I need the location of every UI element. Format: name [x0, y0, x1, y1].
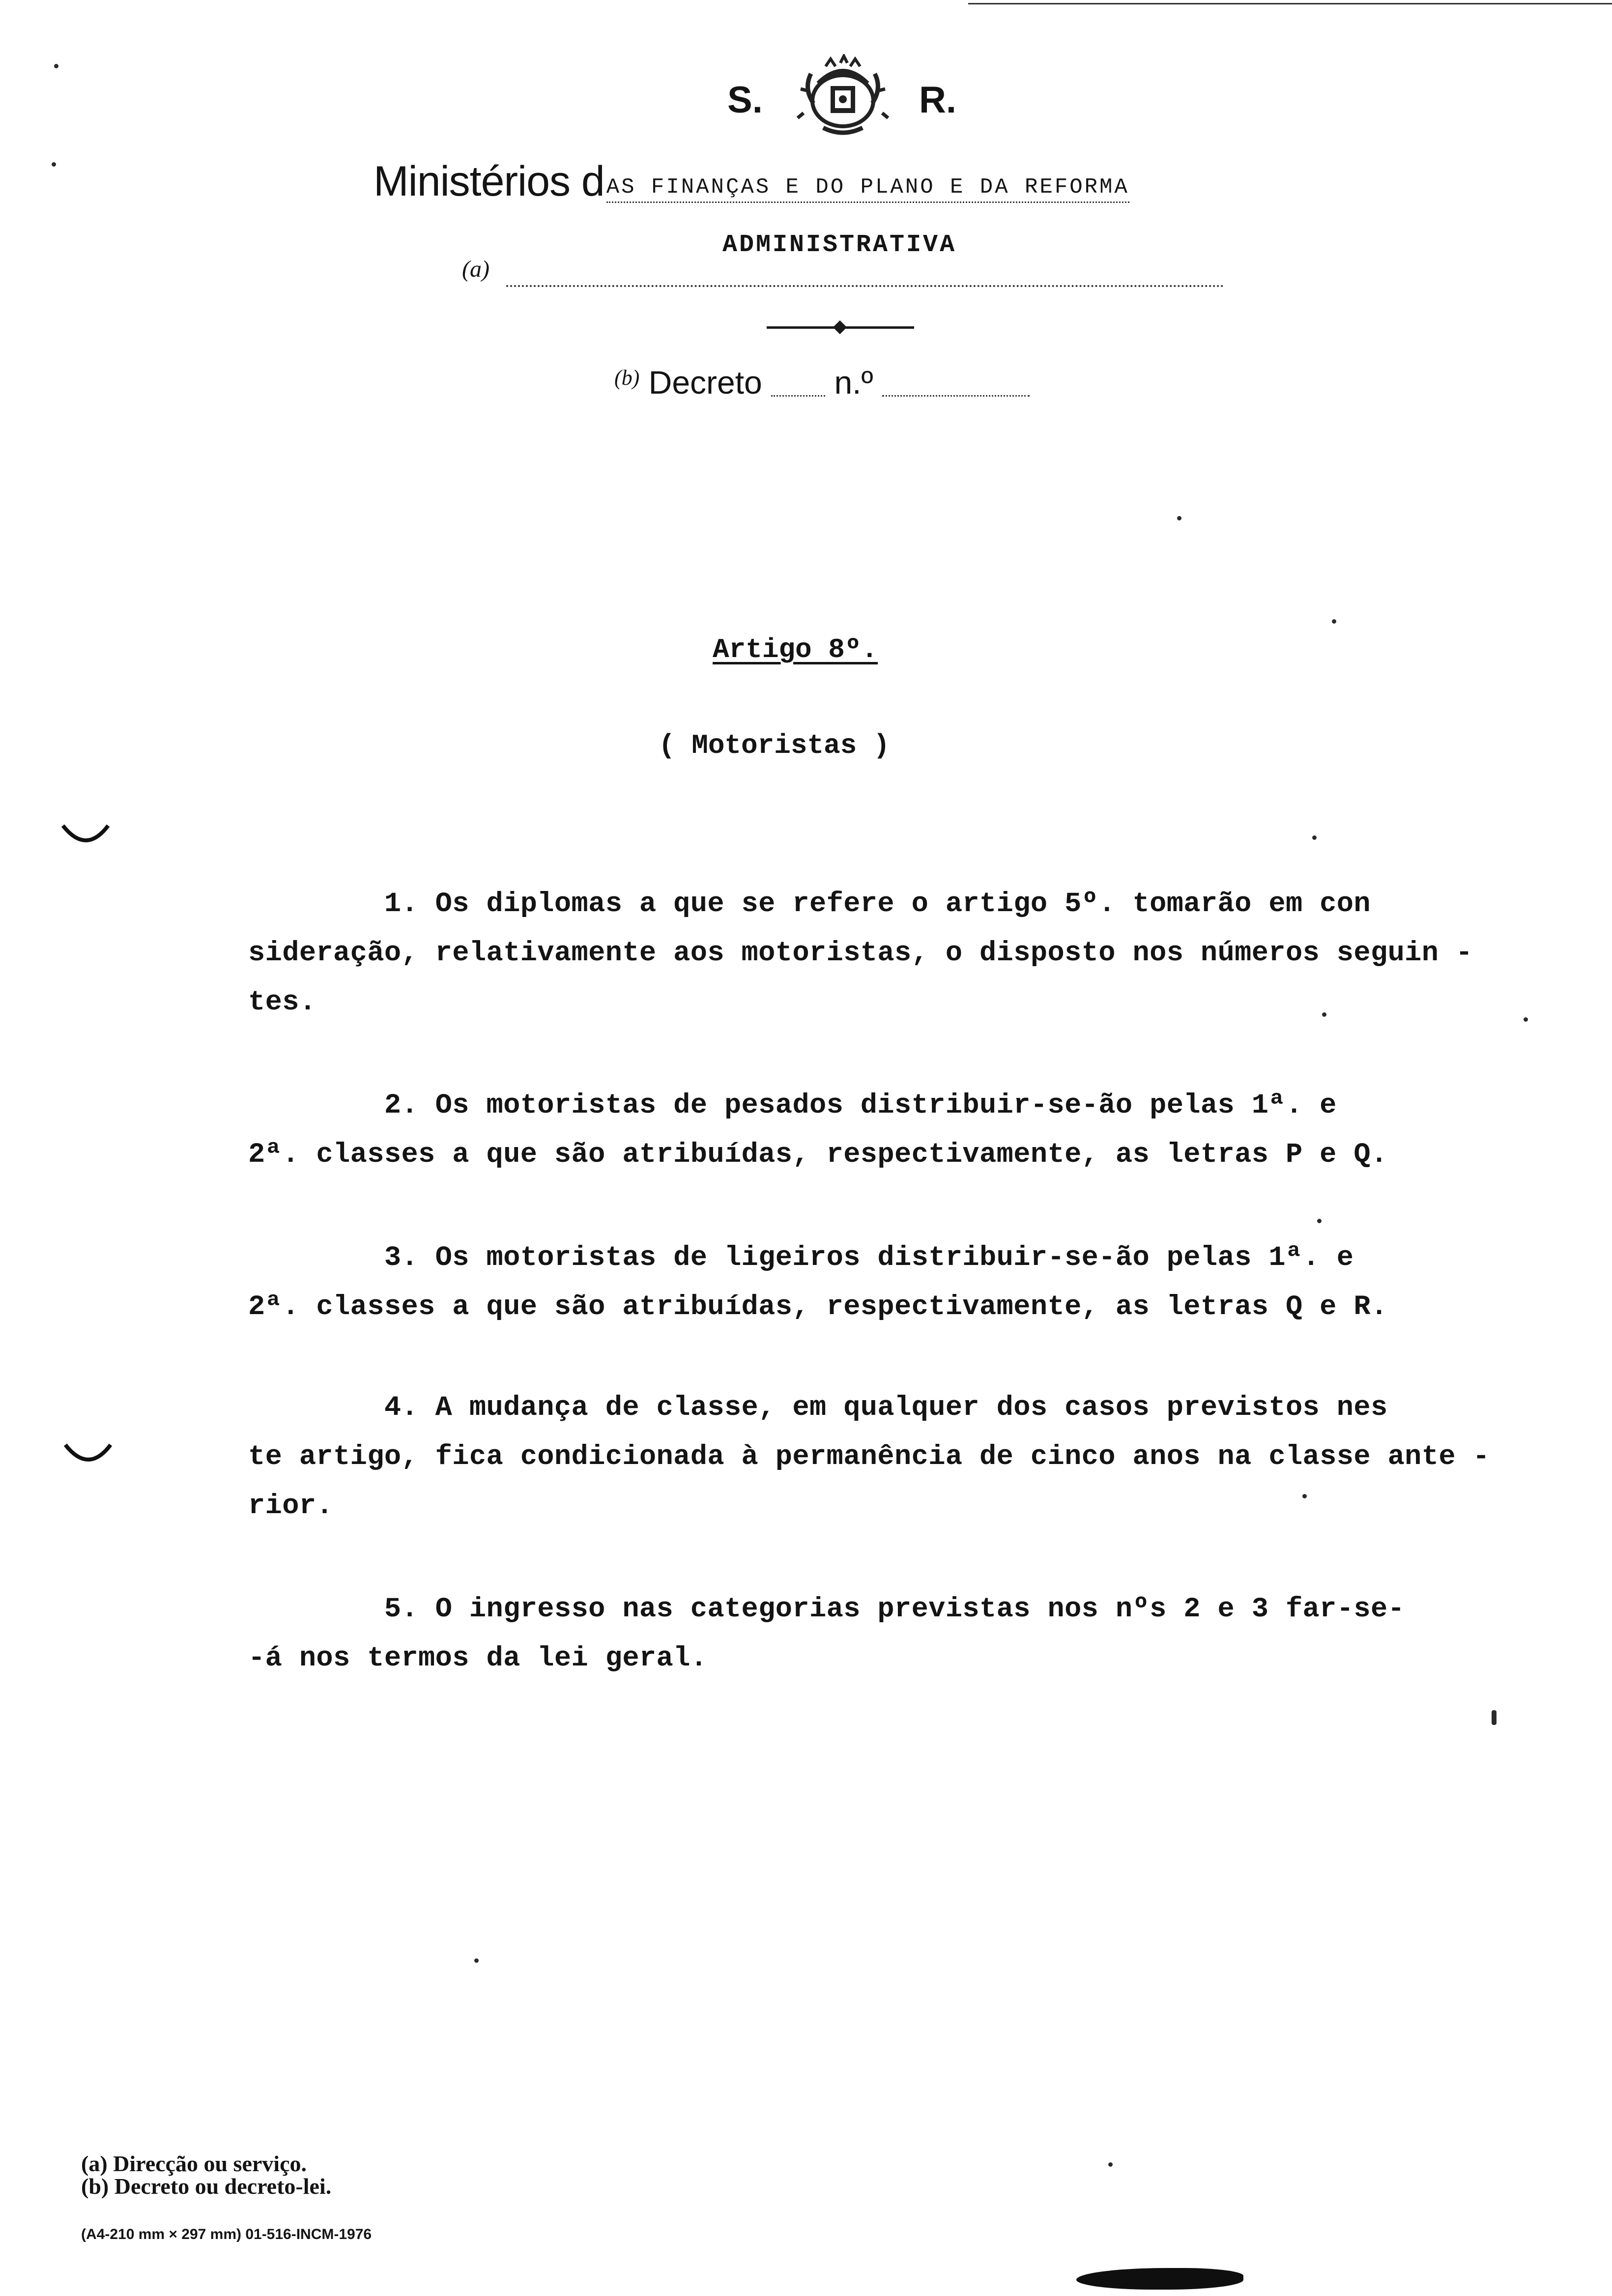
scan-speck	[1177, 516, 1181, 520]
decree-label: Decreto	[648, 364, 762, 401]
scan-speck	[1302, 1494, 1307, 1498]
scan-smudge	[1076, 2268, 1243, 2290]
form-code: (A4-210 mm × 297 mm) 01-516-INCM-1976	[81, 2226, 372, 2242]
top-edge-line	[968, 3, 1612, 4]
scan-speck	[1322, 1012, 1326, 1017]
coat-of-arms-icon	[784, 54, 902, 138]
ministry-line	[374, 157, 1356, 221]
paragraph-line: 5. O ingresso nas categorias previstas nos nºs 2 e 3 far-se-	[248, 1594, 1405, 1625]
paragraph-4	[248, 1383, 1612, 1531]
punch-hole-mark-icon	[61, 1435, 115, 1474]
decree-blank	[771, 395, 825, 397]
scan-speck	[474, 1958, 479, 1963]
paragraph-line: te artigo, fica condicionada à permanência de cinco anos na classe ante -	[248, 1441, 1490, 1473]
paragraph-line: 1. Os diplomas a que se refere o artigo 5º. tomarão em con	[248, 889, 1371, 920]
label-b: (b)	[614, 366, 640, 390]
paragraph-line: sideração, relativamente aos motoristas, o disposto nos números seguin -	[248, 938, 1473, 969]
footnote-b: (b) Decreto ou decreto-lei.	[81, 2174, 332, 2199]
paragraph-2	[248, 1081, 1612, 1179]
decree-line	[614, 364, 1106, 408]
scan-speck	[1524, 1017, 1528, 1022]
ministry-name-continuation: ADMINISTRATIVA	[722, 231, 957, 259]
seal-header	[727, 54, 983, 147]
paragraph-line: 3. Os motoristas de ligeiros distribuir-se-ão pelas 1ª. e	[248, 1242, 1354, 1274]
footnotes	[81, 2152, 331, 2198]
scan-speck	[1108, 2162, 1113, 2167]
scan-speck	[1317, 1219, 1322, 1223]
seal-letter-r: R.	[919, 79, 956, 121]
paragraph-line: 2. Os motoristas de pesados distribuir-se-ão pelas 1ª. e	[248, 1090, 1337, 1121]
paragraph-line: 2ª. classes a que são atribuídas, respectivamente, as letras Q e R.	[248, 1292, 1388, 1323]
decree-number-blank	[882, 395, 1030, 397]
scan-speck	[52, 162, 56, 167]
divider-diamond-icon	[833, 320, 847, 334]
direction-blank-line	[506, 285, 1224, 287]
paragraph-line: 2ª. classes a que são atribuídas, respectivamente, as letras P e Q.	[248, 1139, 1388, 1171]
footnote-a: (a) Direcção ou serviço.	[81, 2151, 307, 2176]
scan-speck	[1492, 1710, 1497, 1725]
ministry-prefix: Ministérios d	[374, 158, 604, 205]
ministry-name: AS FINANÇAS E DO PLANO E DA REFORMA	[606, 175, 1129, 203]
punch-hole-mark-icon	[59, 816, 113, 855]
scan-speck	[1332, 619, 1336, 624]
decree-number-label: n.º	[834, 364, 873, 401]
seal-letter-s: S.	[727, 79, 763, 121]
paragraph-line: rior.	[248, 1491, 334, 1522]
paragraph-line: -á nos termos da lei geral.	[248, 1643, 708, 1674]
article-subtitle: ( Motoristas )	[659, 730, 890, 761]
paragraph-line: tes.	[248, 987, 317, 1018]
paragraph-line: 4. A mudança de classe, em qualquer dos casos previstos nes	[248, 1392, 1388, 1424]
scan-speck	[1312, 835, 1317, 840]
article-title: Artigo 8º.	[713, 634, 878, 665]
paragraph-1	[248, 880, 1612, 1027]
scan-speck	[54, 64, 58, 68]
label-a: (a)	[462, 256, 489, 282]
paragraph-3	[248, 1234, 1612, 1332]
paragraph-5	[248, 1585, 1612, 1683]
